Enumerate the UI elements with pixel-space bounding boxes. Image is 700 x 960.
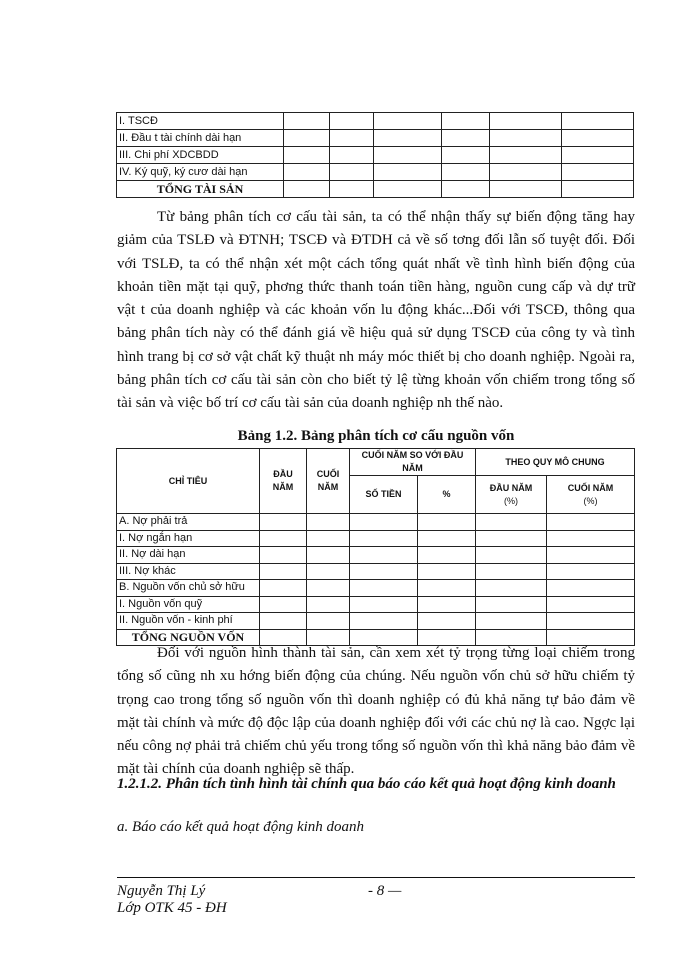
header-trend-dau-nam-label: ĐẦU NĂM — [489, 482, 533, 493]
capital-structure-table — [116, 448, 635, 646]
header-trend-cuoi-nam-label: CUỐI NĂM — [567, 482, 614, 493]
row-label: I. Nguồn vốn quỹ — [117, 596, 260, 613]
row-label: II. Nợ dài hạn — [117, 547, 260, 564]
footer-class: Lớp OTK 45 - ĐH — [117, 900, 227, 916]
section-heading: 1.2.1.2. Phân tích tình hình tài chính qua báo cáo kết quả hoạt động kinh doanh — [117, 776, 616, 792]
table-row — [117, 130, 634, 147]
subsection-heading: a. Báo cáo kết quả hoạt động kinh doanh — [117, 819, 365, 835]
row-label: II. Nguồn vốn - kinh phí — [117, 613, 260, 630]
table-total-row — [117, 181, 634, 198]
row-label: IV. Ký quỹ, ký cươ dài hạn — [117, 164, 284, 181]
header-trend-dau-nam — [476, 476, 547, 514]
table-row — [117, 580, 635, 597]
header-so-tien: SỐ TIỀN — [350, 476, 418, 514]
row-label: III. Nợ khác — [117, 563, 260, 580]
row-label: B. Nguồn vốn chủ sở hữu — [117, 580, 260, 597]
table-row — [117, 514, 635, 531]
table-row — [117, 596, 635, 613]
table-row — [117, 563, 635, 580]
header-unit: (%) — [583, 495, 598, 506]
header-trend-group: THEO QUY MÔ CHUNG — [476, 449, 635, 476]
table-caption: Bảng 1.2. Bảng phân tích cơ cấu nguồn vốn — [237, 428, 515, 444]
paragraph-asset-analysis: Từ bảng phân tích cơ cấu tài sản, ta có thể nhận thấy sự biến động tăng hay giảm của TSLĐ và ĐTNH; TSCĐ và ĐTDH cả về số tơng đối lẫn số tuyệt đối. Đối với TSLĐ, ta có thể nhận xét một cách tổng quát nhất về tình hình biến động của khoản tiền mặt tại quỹ, phơng thức thanh toán tiền hàng, nguồn cung cấp và dự trữ vật t của doanh nghiệp và các khoản vốn lu động khác...Đối với TSCĐ, thông qua bảng phân tích này có thể đánh giá về hiệu quả sử dụng TSCĐ của công ty và tình hình trang bị cơ sở vật chất kỹ thuật nh máy móc thiết bị cho doanh nghiệp. Ngoài ra, bảng phân tích cơ cấu tài sản còn cho biết tỷ lệ từng khoản vốn chiếm trong tổng số tài sản và việc bố trí cơ cấu tài sản của doanh nghiệp nh thế nào. — [117, 209, 635, 412]
row-label: I. Nợ ngắn hạn — [117, 530, 260, 547]
footer-author: Nguyễn Thị Lý — [117, 883, 206, 899]
table-row — [117, 147, 634, 164]
asset-structure-table — [116, 112, 634, 198]
paragraph-capital-analysis: Đối với nguồn hình thành tài sản, cần xem xét tỷ trọng từng loại chiếm trong tổng số cũng nh xu hớng biến động của chúng. Nếu nguồn vốn chủ sở hữu chiếm tỷ trọng cao trong tổng số nguồn vốn thì doanh nghiệp có đủ khả năng tự bảo đảm về mặt tài chính và mức độ độc lập của doanh nghiệp đối với các chủ nợ là cao. Ngợc lại nếu công nợ phải trả chiếm chủ yếu trong tổng số nguồn vốn thì khả năng bảo đảm về mặt tài chính của doanh nghiệp sẽ thấp. — [117, 645, 635, 778]
total-label: TỔNG TÀI SẢN — [117, 181, 284, 198]
table-row — [117, 113, 634, 130]
row-label: II. Đầu t tài chính dài hạn — [117, 130, 284, 147]
header-unit: (%) — [504, 495, 518, 506]
table-row — [117, 530, 635, 547]
header-dau-nam: ĐẦU NĂM — [260, 449, 307, 514]
header-chi-tieu: CHỈ TIÊU — [117, 449, 260, 514]
total-label: TỔNG NGUỒN VỐN — [117, 629, 260, 646]
table-row — [117, 613, 635, 630]
row-label: III. Chi phí XDCBDD — [117, 147, 284, 164]
header-percent: % — [418, 476, 476, 514]
table-row — [117, 164, 634, 181]
row-label: I. TSCĐ — [117, 113, 284, 130]
header-cuoi-nam: CUỐI NĂM — [307, 449, 350, 514]
row-label: A. Nợ phải trả — [117, 514, 260, 531]
header-compare-group: CUỐI NĂM SO VỚI ĐẦU NĂM — [350, 449, 476, 476]
header-trend-cuoi-nam — [547, 476, 635, 514]
table-row — [117, 547, 635, 564]
page-number: - 8 — — [368, 883, 402, 899]
footer-divider — [117, 877, 635, 878]
